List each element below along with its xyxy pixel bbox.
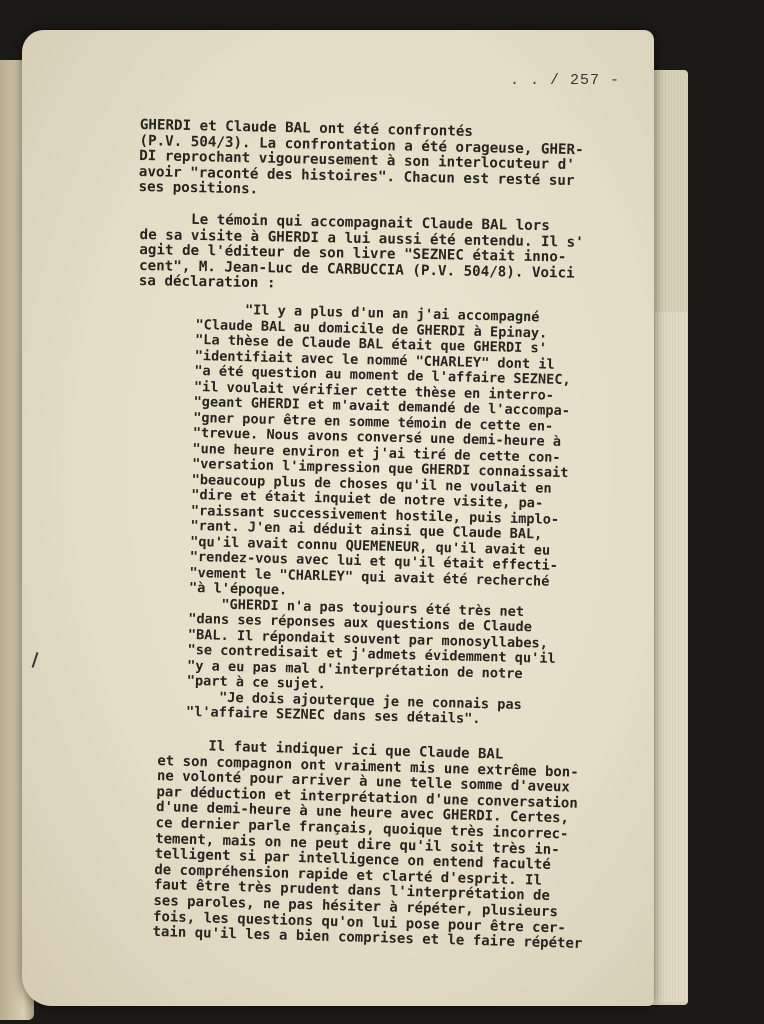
page-stack-edge-lower bbox=[650, 312, 688, 1002]
paragraph-confrontation: GHERDI et Claude BAL ont été confrontés (P.V. 504/3). La confrontation a été orageuse, GHER- DI reprochant vigoureusement à son interlocuteur d' avoir "raconté des histoires". Chacun est resté sur ses positions. bbox=[138, 117, 584, 198]
quoted-declaration: "Il y a plus d'un an j'ai accompagné "Claude BAL au domicile de GHERDI à Epinay. "La thèse de Claude BAL était que GHERDI s' "identifiait avec le nommé "CHARLEY" dont il "a été question au moment de l'affaire SEZNEC, "il voulait vérifier cette thèse en interro- "geant GHERDI et m'avait demandé de l'accompa- "gner pour être en somme témoin de cette en- "trevue. Nous avons conversé une demi-heure à "une heure environ et j'ai tiré de cette con- "versation l'impression que GHERDI connaissait "beaucoup plus de choses qu'il ne voulait en "dire et était inquiet de notre visite, pa- "raissant successivement hostile, puis implo- "rant. J'en ai déduit ainsi que Claude BAL, "qu'il avait connu QUEMENEUR, qu'il avait eu "rendez-vous avec lui et qu'il était effecti- "vement le "CHARLEY" qui avait été recherché "à l'époque. "GHERDI n'a pas toujours été très net "dans ses réponses aux questions de Claude "BAL. Il répondait souvent par monosyllabes, "se contredisait et j'admets évidemment qu'il "y a eu pas mal d'interprétation de notre "part à ce sujet. "Je dois ajouterque je ne connais pas "l'affaire SEZNEC dans ses détails". bbox=[185, 301, 571, 728]
paragraph-conclusion: Il faut indiquer ici que Claude BAL et son compagnon ont vraiment mis une extrême bon- ne volonté pour arriver à une telle somme d'aveux par déduction et interprétation d'une conversation d'une demi-heure à une heure avec GHERDI. Certes, ce dernier parle français, quoique très incorrec- tement, mais on ne peut dire qu'il soit très in- telligent si par intelligence on entend faculté de compréhension rapide et clarté d'esprit. Il faut être très prudent dans l'interprétation de ses paroles, ne pas hésiter à répéter, plusieurs fois, les questions qu'on lui pose pour être cer- tain qu'il les a bien comprises et le faire répéter bbox=[152, 737, 583, 953]
paragraph-witness: Le témoin qui accompagnait Claude BAL lors de sa visite à GHERDI a lui aussi été entendu. Il s' agit de l'éditeur de son livre "SEZNEC était inno- cent", M. Jean-Luc de CARBUCCIA (P.V. 504/8). Voici sa déclaration : bbox=[138, 211, 584, 292]
page-number: . . / 257 - bbox=[510, 72, 621, 89]
